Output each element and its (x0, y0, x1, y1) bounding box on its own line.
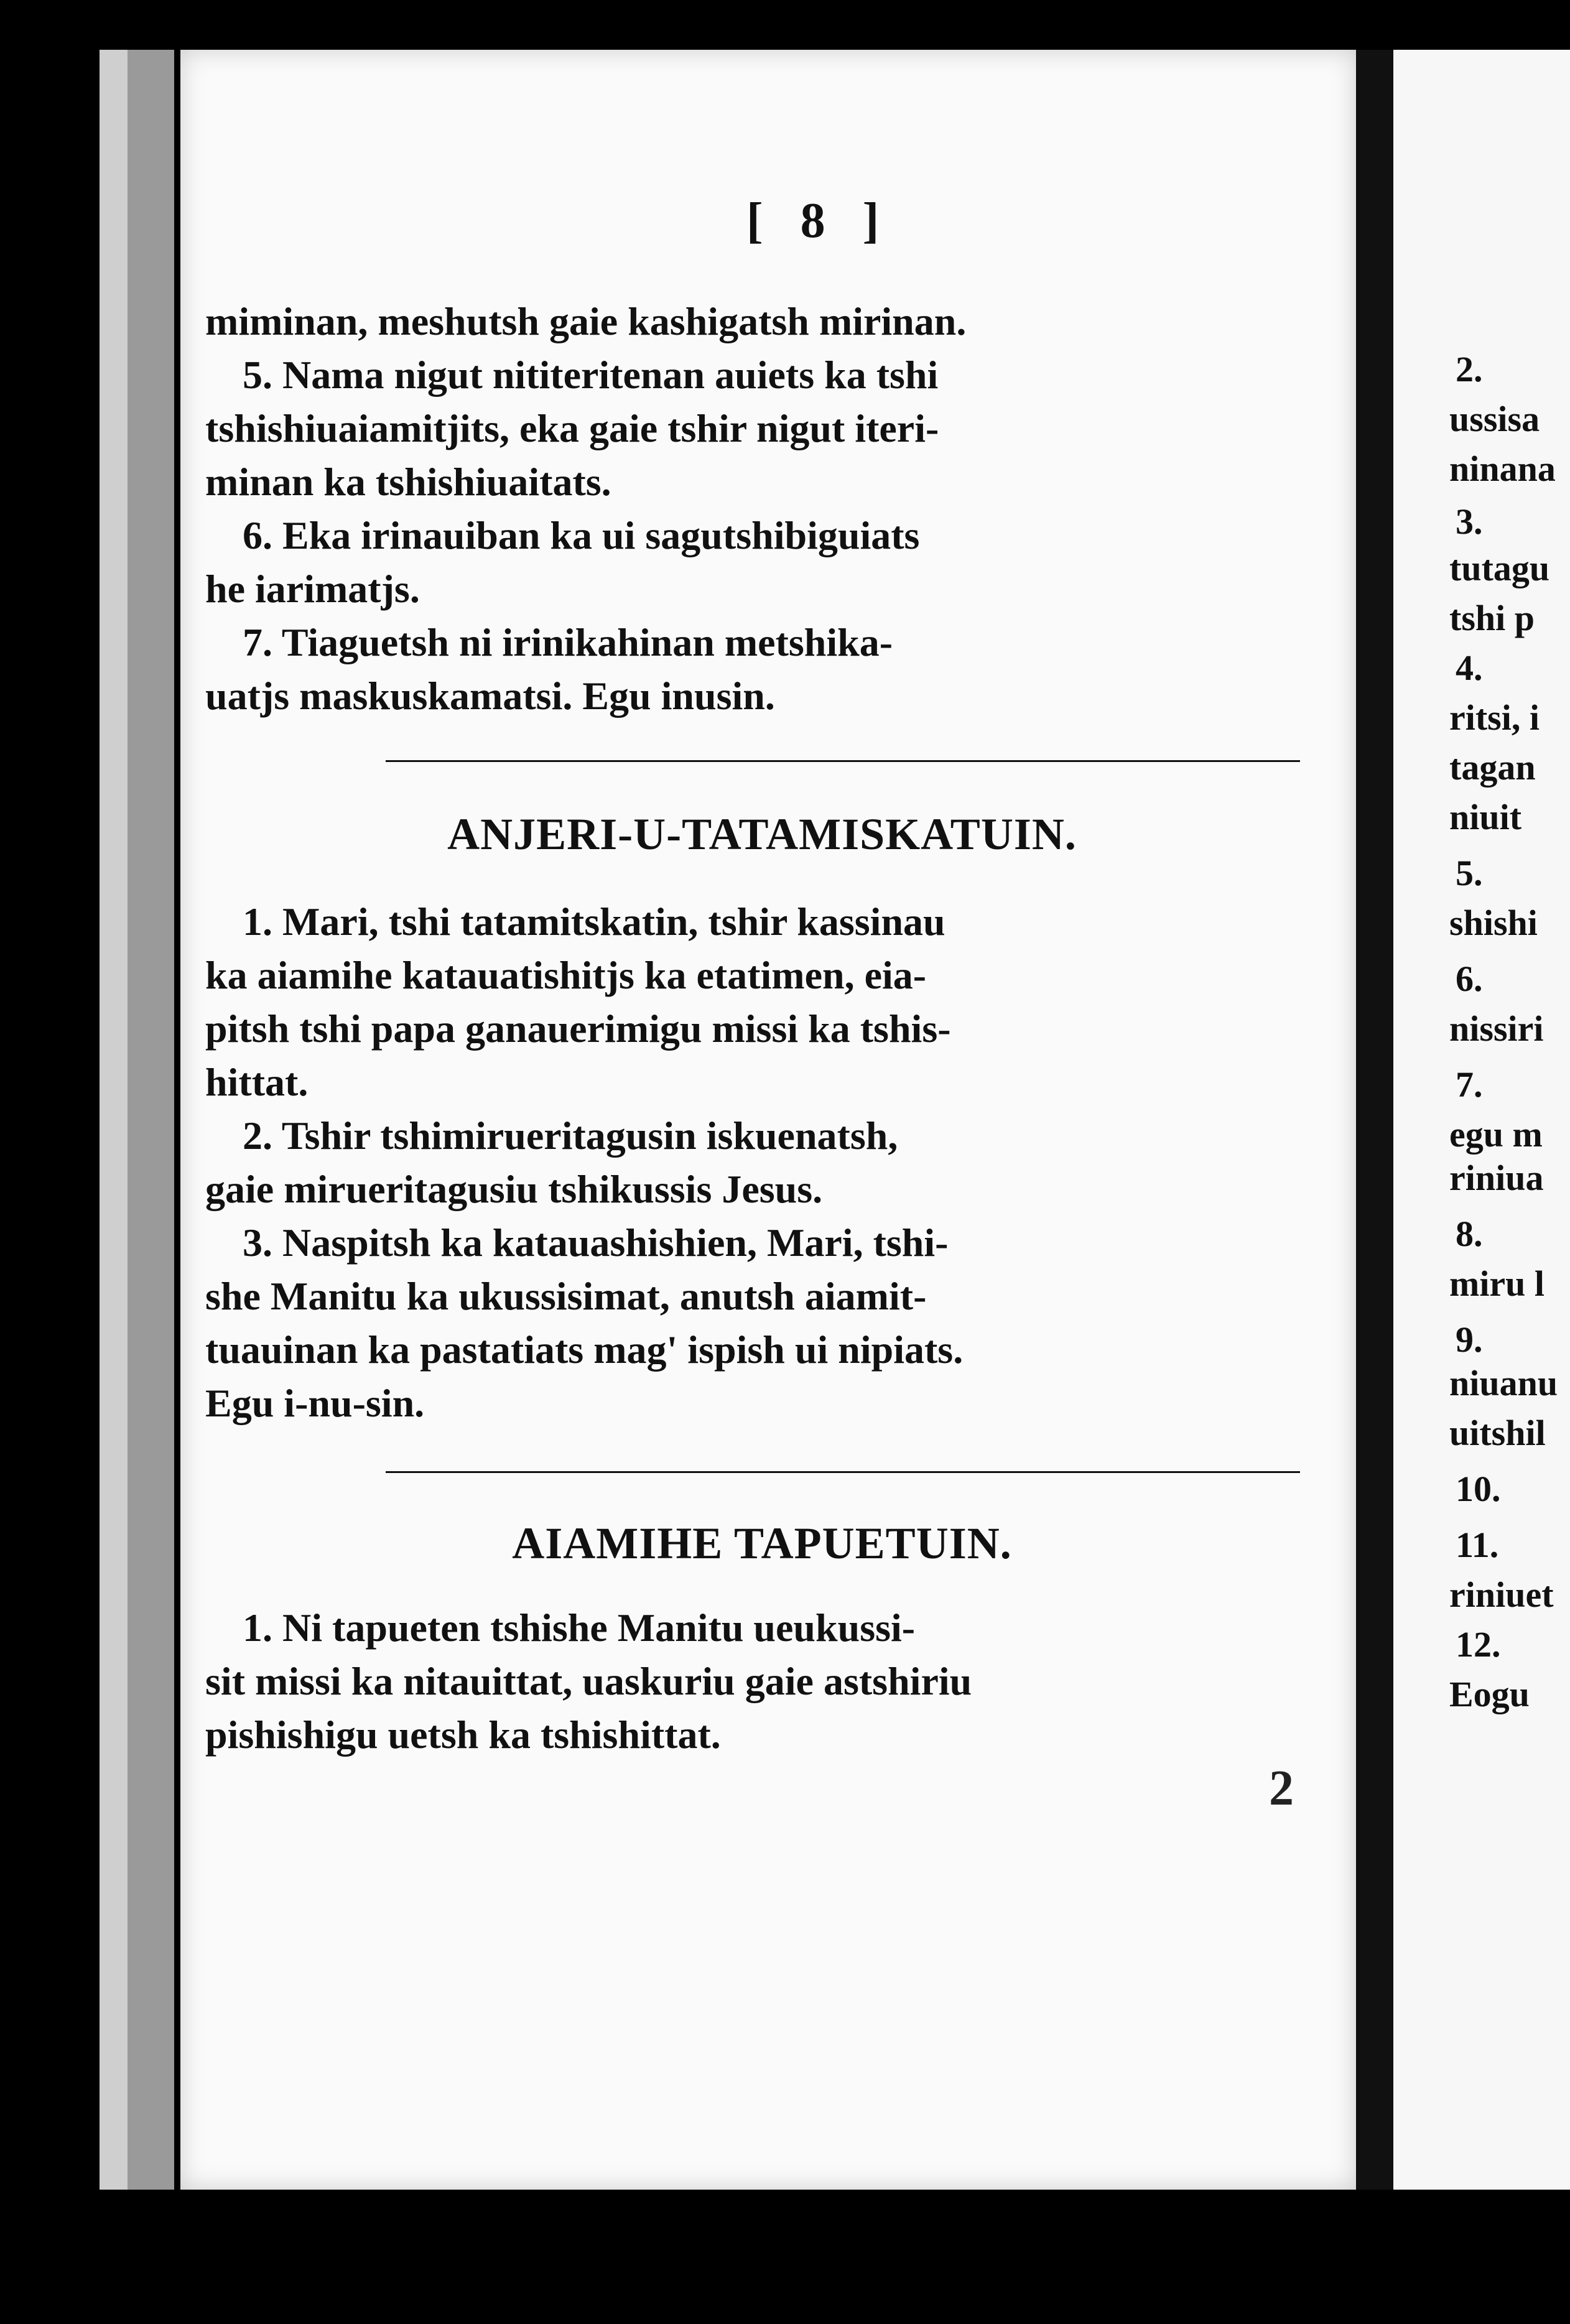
section-rule-2 (386, 1471, 1300, 1473)
heading-anjeri: ANJERI-U-TATAMISKATUIN. (447, 809, 1077, 859)
next-page-line: 11. (1456, 1525, 1499, 1565)
text-line: she Manitu ka ukussisimat, anutsh aiamit- (205, 1274, 927, 1318)
heading-aiamihe: AIAMIHE TAPUETUIN. (512, 1518, 1012, 1568)
next-page-line: egu m (1449, 1114, 1543, 1155)
text-line: he iarimatjs. (205, 567, 420, 611)
next-page-line: 10. (1456, 1469, 1501, 1509)
text-line: hittat. (205, 1060, 309, 1104)
next-page-line: 7. (1456, 1064, 1483, 1105)
next-page-line: 9. (1456, 1319, 1483, 1360)
text-line: minan ka tshishiuaitats. (205, 460, 611, 504)
next-page-line: Eogu (1449, 1674, 1530, 1714)
next-page-line: 12. (1456, 1624, 1501, 1665)
text-line: 1. Ni tapueten tshishe Manitu ueukussi- (243, 1606, 916, 1650)
next-page-line: niuanu (1449, 1363, 1558, 1403)
next-page-line: 4. (1456, 648, 1483, 688)
text-line: 6. Eka irinauiban ka ui sagutshibiguiats (243, 513, 920, 557)
next-page-line: 2. (1456, 349, 1483, 389)
next-page-line: riniua (1449, 1158, 1544, 1198)
text-line: 7. Tiaguetsh ni irinikahinan metshika- (243, 620, 893, 664)
next-page-line: 3. (1456, 501, 1483, 542)
page-gutter (1356, 50, 1393, 2190)
next-page-line: riniuet (1449, 1574, 1554, 1615)
text-line: 2. Tshir tshimirueritagusin iskuenatsh, (243, 1113, 898, 1158)
text-line: ka aiamihe katauatishitjs ka etatimen, eia- (205, 953, 927, 997)
section-rule-1 (386, 760, 1300, 762)
next-page-line: tagan (1449, 747, 1536, 788)
next-page-line: niuit (1449, 797, 1522, 837)
next-page-line: ritsi, i (1449, 697, 1540, 738)
text-line: tshishiuaiamitjits, eka gaie tshir nigut iteri- (205, 406, 939, 450)
signature-mark: 2 (1269, 1761, 1294, 1816)
next-page-line: shishi (1449, 903, 1538, 943)
next-page-line: 8. (1456, 1214, 1483, 1254)
text-line: 5. Nama nigut nititeritenan auiets ka tshi (243, 353, 939, 397)
text-line: miminan, meshutsh gaie kashigatsh mirinan. (205, 299, 967, 343)
text-line: sit missi ka nitauittat, uaskuriu gaie astshiriu (205, 1659, 972, 1703)
text-line: Egu i-nu-sin. (205, 1381, 425, 1425)
text-line: gaie mirueritagusiu tshikussis Jesus. (205, 1167, 823, 1211)
next-page-line: ussisa (1449, 399, 1540, 439)
text-line: 3. Naspitsh ka katauashishien, Mari, tshi- (243, 1220, 949, 1265)
next-page-line: tutagu (1449, 548, 1550, 588)
text-line: uatjs maskuskamatsi. Egu inusin. (205, 674, 775, 718)
text-line: 1. Mari, tshi tatamitskatin, tshir kassinau (243, 899, 945, 944)
next-page-line: uitshil (1449, 1413, 1546, 1453)
next-page-line: ninana (1449, 449, 1556, 489)
next-page-line: 5. (1456, 853, 1483, 893)
next-page-line: miru l (1449, 1263, 1545, 1304)
text-line: pitsh tshi papa ganauerimigu missi ka tshis- (205, 1006, 951, 1051)
next-page-line: tshi p (1449, 598, 1535, 638)
next-page-line: nissiri (1449, 1008, 1544, 1049)
text-line: pishishigu uetsh ka tshishittat. (205, 1713, 721, 1757)
left-page-shadow (128, 50, 174, 2190)
text-line: tuauinan ka pastatiats mag' ispish ui nipiats. (205, 1327, 964, 1372)
page-number: [ 8 ] (746, 193, 892, 248)
next-page-fragment (1393, 50, 1570, 2190)
next-page-line: 6. (1456, 959, 1483, 999)
